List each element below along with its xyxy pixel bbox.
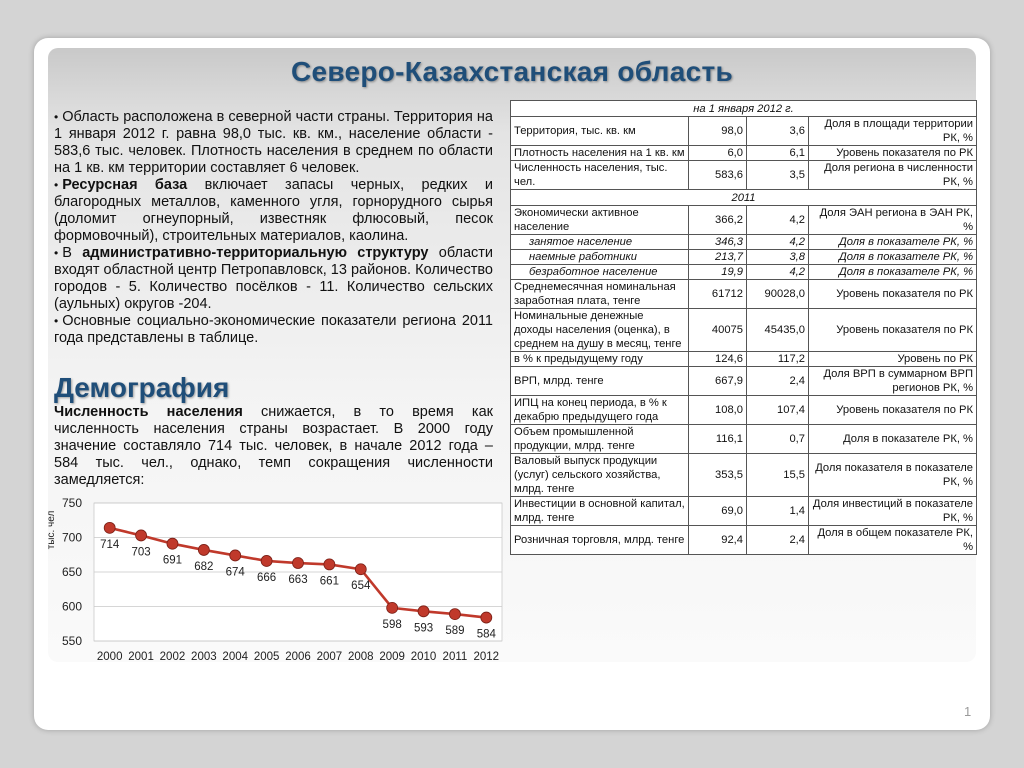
indicator-label-cell: Территория, тыс. кв. км bbox=[511, 117, 689, 146]
bullet-dot: • bbox=[54, 110, 59, 124]
note-cell: Доля инвестиций в показателе РК, % bbox=[809, 497, 977, 526]
data-point bbox=[387, 602, 398, 613]
value-cell: 583,6 bbox=[689, 161, 747, 190]
bullet-prefix: В bbox=[62, 245, 83, 261]
table-row bbox=[511, 161, 977, 190]
share-cell: 45435,0 bbox=[747, 309, 809, 352]
indicator-label-cell: безработное население bbox=[511, 265, 689, 280]
data-label: 661 bbox=[319, 575, 339, 588]
x-tick-label: 2010 bbox=[410, 651, 437, 663]
table-row bbox=[511, 454, 977, 497]
data-label: 584 bbox=[476, 628, 496, 641]
share-cell: 117,2 bbox=[747, 352, 809, 367]
table-row bbox=[511, 526, 977, 555]
table-row bbox=[511, 352, 977, 367]
bullet-dot: • bbox=[54, 178, 59, 192]
table-row bbox=[511, 250, 977, 265]
bullet-text: включает запасы черных, редких и благородных металлов, каменного угля, горнорудного сырья (доломит огнеупорный, известняк флюсовый, песок формовочный), строительных материалов, каолина. bbox=[54, 177, 493, 244]
value-cell: 69,0 bbox=[689, 497, 747, 526]
data-label: 714 bbox=[100, 538, 120, 551]
data-label: 666 bbox=[257, 571, 277, 584]
data-point bbox=[104, 522, 115, 533]
value-cell: 366,2 bbox=[689, 206, 747, 235]
value-cell: 116,1 bbox=[689, 425, 747, 454]
value-cell: 61712 bbox=[689, 280, 747, 309]
indicator-label-cell: Валовый выпуск продукции (услуг) сельского хозяйства, млрд. тенге bbox=[511, 454, 689, 497]
indicator-label-cell: в % к предыдущему году bbox=[511, 352, 689, 367]
indicator-label-cell: Инвестиции в основной капитал, млрд. тенге bbox=[511, 497, 689, 526]
indicator-label-cell: ВРП, млрд. тенге bbox=[511, 367, 689, 396]
table-row bbox=[511, 280, 977, 309]
note-cell: Уровень показателя по РК bbox=[809, 146, 977, 161]
x-tick-label: 2009 bbox=[379, 651, 405, 663]
y-tick-label: 750 bbox=[61, 496, 82, 510]
data-point bbox=[324, 559, 335, 570]
table-row bbox=[511, 206, 977, 235]
intro-bullet bbox=[54, 245, 493, 313]
value-cell: 6,0 bbox=[689, 146, 747, 161]
note-cell: Доля ВРП в суммарном ВРП регионов РК, % bbox=[809, 367, 977, 396]
x-tick-label: 2002 bbox=[159, 651, 186, 663]
note-cell: Доля в показателе РК, % bbox=[809, 425, 977, 454]
value-cell: 667,9 bbox=[689, 367, 747, 396]
data-label: 589 bbox=[445, 625, 465, 638]
page-number: 1 bbox=[964, 704, 972, 719]
x-tick-label: 2006 bbox=[285, 651, 311, 663]
table-row bbox=[511, 309, 977, 352]
indicator-label-cell: Розничная торговля, млрд. тенге bbox=[511, 526, 689, 555]
data-point bbox=[418, 606, 429, 617]
share-cell: 3,5 bbox=[747, 161, 809, 190]
y-tick-label: 700 bbox=[61, 530, 82, 545]
bullet-text: Область расположена в северной части страны. Территория на 1 января 2012 г. равна 98,0 тыс. кв. км., население области - 583,6 тыс. человек. Плотность населения в среднем по области на 1 кв. км территории составляет 6 человек. bbox=[54, 109, 493, 176]
data-label: 691 bbox=[162, 554, 183, 567]
data-point bbox=[167, 538, 178, 549]
data-label: 674 bbox=[225, 566, 245, 579]
intro-bullet-list bbox=[54, 109, 493, 347]
data-label: 593 bbox=[413, 622, 434, 635]
x-tick-label: 2001 bbox=[128, 651, 154, 663]
intro-bullet bbox=[54, 313, 493, 347]
x-tick-label: 2012 bbox=[473, 651, 500, 663]
data-label: 682 bbox=[194, 560, 214, 573]
indicator-label-cell: занятое население bbox=[511, 235, 689, 250]
indicators-table bbox=[510, 100, 977, 555]
data-point bbox=[449, 609, 460, 620]
value-cell: 346,3 bbox=[689, 235, 747, 250]
bullet-text: области входят областной центр Петропавловск, 13 районов. Количество городов - 5. Количество посёлков - 11. Количество сельских (аульных) округов -204. bbox=[54, 245, 494, 312]
note-cell: Доля в площади территории РК, % bbox=[809, 117, 977, 146]
y-axis-label: тыс. чел bbox=[46, 510, 57, 550]
x-tick-label: 2003 bbox=[191, 651, 217, 663]
share-cell: 3,6 bbox=[747, 117, 809, 146]
table-row bbox=[511, 367, 977, 396]
share-cell: 107,4 bbox=[747, 396, 809, 425]
indicator-label-cell: ИПЦ на конец периода, в % к декабрю предыдущего года bbox=[511, 396, 689, 425]
bullet-text: Основные социально-экономические показатели региона 2011 года представлены в таблице. bbox=[54, 313, 493, 346]
share-cell: 90028,0 bbox=[747, 280, 809, 309]
x-tick-label: 2008 bbox=[347, 651, 374, 663]
indicator-label-cell: Среднемесячная номинальная заработная плата, тенге bbox=[511, 280, 689, 309]
x-tick-label: 2007 bbox=[316, 651, 343, 663]
table-section-header bbox=[511, 101, 977, 117]
share-cell: 0,7 bbox=[747, 425, 809, 454]
indicator-label-cell: Плотность населения на 1 кв. км bbox=[511, 146, 689, 161]
table-row bbox=[511, 396, 977, 425]
x-tick-label: 2000 bbox=[96, 651, 123, 663]
note-cell: Доля в показателе РК, % bbox=[809, 265, 977, 280]
value-cell: 353,5 bbox=[689, 454, 747, 497]
note-cell: Доля региона в численности РК, % bbox=[809, 161, 977, 190]
value-cell: 98,0 bbox=[689, 117, 747, 146]
demography-text bbox=[54, 404, 493, 489]
data-point bbox=[136, 530, 147, 541]
population-line-chart bbox=[44, 496, 506, 666]
table-row bbox=[511, 146, 977, 161]
section-header-cell: на 1 января 2012 г. bbox=[511, 101, 977, 117]
data-label: 598 bbox=[382, 618, 402, 631]
share-cell: 2,4 bbox=[747, 526, 809, 555]
value-cell: 124,6 bbox=[689, 352, 747, 367]
x-tick-label: 2005 bbox=[253, 651, 280, 663]
slide-title: Северо-Казахстанская область bbox=[290, 56, 734, 87]
table-row bbox=[511, 265, 977, 280]
y-tick-label: 650 bbox=[61, 565, 82, 579]
x-tick-label: 2004 bbox=[222, 651, 249, 663]
data-point bbox=[261, 555, 272, 566]
note-cell: Доля в показателе РК, % bbox=[809, 250, 977, 265]
bullet-bold: административно-территориальную структуру bbox=[82, 245, 429, 261]
share-cell: 4,2 bbox=[747, 206, 809, 235]
indicator-label-cell: Номинальные денежные доходы населения (оценка), в среднем на душу в месяц, тенге bbox=[511, 309, 689, 352]
data-point bbox=[355, 564, 366, 575]
value-cell: 92,4 bbox=[689, 526, 747, 555]
data-point bbox=[293, 558, 304, 569]
share-cell: 4,2 bbox=[747, 235, 809, 250]
table-row bbox=[511, 497, 977, 526]
note-cell: Доля ЭАН региона в ЭАН РК, % bbox=[809, 206, 977, 235]
note-cell: Уровень показателя по РК bbox=[809, 396, 977, 425]
data-point bbox=[230, 550, 241, 561]
note-cell: Доля в общем показателе РК, % bbox=[809, 526, 977, 555]
share-cell: 6,1 bbox=[747, 146, 809, 161]
data-label: 703 bbox=[131, 546, 151, 559]
value-cell: 213,7 bbox=[689, 250, 747, 265]
share-cell: 1,4 bbox=[747, 497, 809, 526]
y-tick-label: 600 bbox=[61, 599, 82, 614]
intro-bullet bbox=[54, 109, 493, 177]
value-cell: 19,9 bbox=[689, 265, 747, 280]
note-cell: Уровень показателя по РК bbox=[809, 280, 977, 309]
indicator-label-cell: Численность населения, тыс. чел. bbox=[511, 161, 689, 190]
y-tick-label: 550 bbox=[61, 634, 82, 648]
data-point bbox=[481, 612, 492, 623]
table-row bbox=[511, 425, 977, 454]
bullet-bold: Ресурсная база bbox=[62, 177, 188, 193]
note-cell: Доля в показателе РК, % bbox=[809, 235, 977, 250]
demography-bold: Численность населения bbox=[54, 404, 243, 420]
value-cell: 40075 bbox=[689, 309, 747, 352]
note-cell: Доля показателя в показателе РК, % bbox=[809, 454, 977, 497]
share-cell: 2,4 bbox=[747, 367, 809, 396]
data-label: 654 bbox=[351, 580, 371, 593]
bullet-dot: • bbox=[54, 314, 59, 328]
share-cell: 4,2 bbox=[747, 265, 809, 280]
table-row bbox=[511, 117, 977, 146]
table-section-header bbox=[511, 190, 977, 206]
indicator-label-cell: наемные работники bbox=[511, 250, 689, 265]
share-cell: 3,8 bbox=[747, 250, 809, 265]
value-cell: 108,0 bbox=[689, 396, 747, 425]
data-point bbox=[198, 544, 209, 555]
data-label: 663 bbox=[288, 574, 308, 587]
section-header-cell: 2011 bbox=[511, 190, 977, 206]
x-tick-label: 2011 bbox=[442, 651, 468, 663]
share-cell: 15,5 bbox=[747, 454, 809, 497]
indicator-label-cell: Объем промышленной продукции, млрд. тенге bbox=[511, 425, 689, 454]
table-row bbox=[511, 235, 977, 250]
intro-bullet bbox=[54, 177, 493, 245]
bullet-dot: • bbox=[54, 246, 59, 260]
note-cell: Уровень по РК bbox=[809, 352, 977, 367]
note-cell: Уровень показателя по РК bbox=[809, 309, 977, 352]
demography-heading: Демография bbox=[54, 372, 230, 403]
indicator-label-cell: Экономически активное население bbox=[511, 206, 689, 235]
demography-body: снижается, в то время как численность населения страны возрастает. В 2000 году значение составляло 714 тыс. человек, в начале 2012 года – 584 тыс. чел., однако, темп сокращения численности замедляется: bbox=[54, 404, 493, 488]
